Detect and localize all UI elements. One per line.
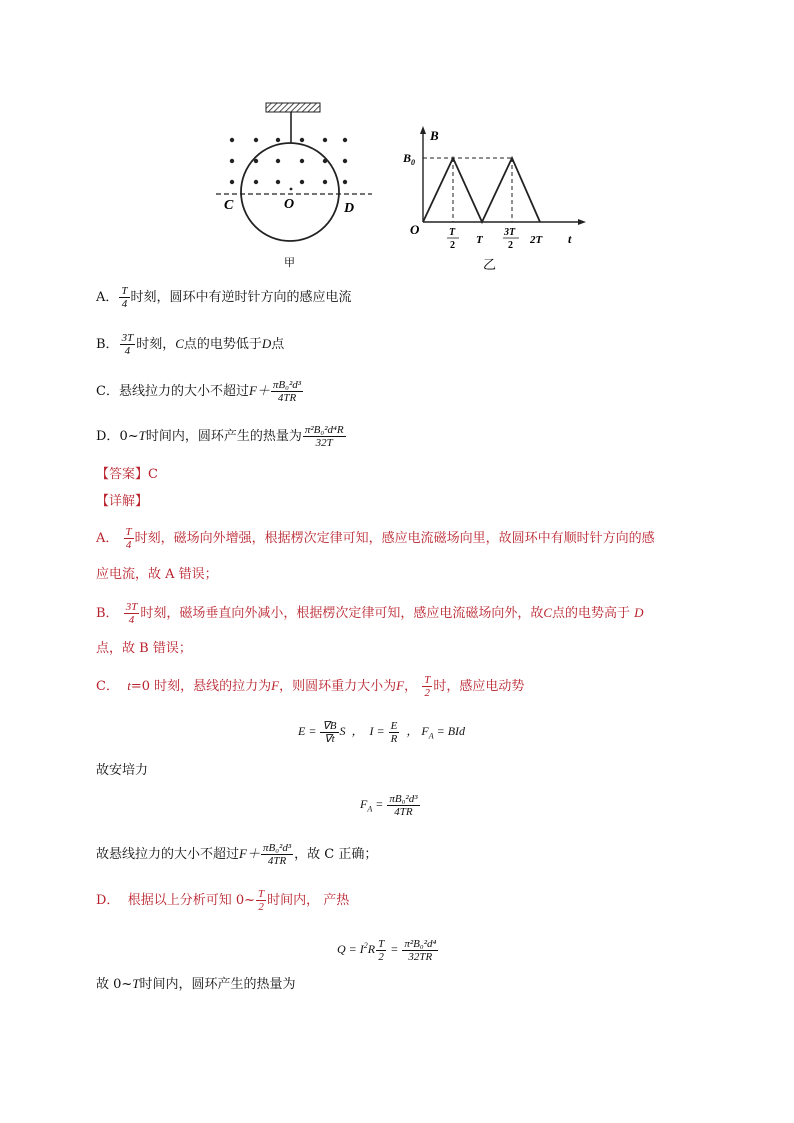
b-t-curve (423, 158, 540, 222)
label-d: D (344, 201, 355, 216)
explain-a-line1: A． $\frac{T}{4}$ 时刻，磁场向外增强，根据楞次定律可知，感应电流磁场向里，故圆环中有顺时针方向的感 (96, 526, 655, 551)
tick-three-half-num: 3T (504, 227, 516, 238)
option-b: B． $\frac{3T}{4}$ 时刻，C点的电势低于D点 (96, 332, 285, 357)
tick-t: T (476, 234, 483, 246)
ceiling-support (266, 103, 320, 112)
y-axis-label: B (430, 128, 439, 143)
figure-yi (400, 124, 590, 274)
x-axis-label: t (568, 232, 572, 246)
explain-c-line1: C． t=0 时刻，悬线的拉力为F，则圆环重力大小为F， $\frac{T}{2}$ 时，感应电动势 (96, 674, 525, 699)
explain-d-last: 故 0~T时间内，圆环产生的热量为 (96, 976, 296, 992)
tick-three-half-den: 2 (508, 240, 513, 251)
caption-jia: 甲 (284, 257, 295, 269)
x-axis-arrow (578, 219, 586, 225)
option-a: A． $\frac{T}{4}$ 时刻，圆环中有逆时针方向的感应电流 (96, 285, 352, 310)
explain-b-line1: B． $\frac{3T}{4}$ 时刻，磁场垂直向外减小，根据楞次定律可知，感应电流磁场向外，故C点的电势高于 D (96, 601, 644, 626)
explain-d-line1: D． 根据以上分析可知 0~ $\frac{T}{2}$ 时间内， 产热 (96, 888, 350, 913)
label-c: C (224, 198, 234, 213)
anpei-label: 故安培力 (96, 763, 149, 778)
equation-emf: E = $\frac{\nabla B}{\nabla t}$ S ， I = $\frac{E}{R}$ ， $F_A$ = BId (298, 719, 466, 745)
answer-line (96, 466, 158, 484)
option-d: D．0~T时间内，圆环产生的热量为 $\frac{\text{π²B₀²d⁴R}}{32T}$ (96, 424, 344, 449)
explain-a-line2: 应电流，故 A 错误； (96, 567, 218, 582)
equation-ampere: $F_A$ = $\frac{\text{πB₀²d³}}{4TR}$ (360, 792, 418, 818)
b0-label: $B_0$ (403, 151, 416, 167)
label-o: O (284, 197, 295, 212)
equation-heat: $Q = I^2R$ $\frac{T}{2}$ = $\frac{\text{π²B₀²d⁴}}{32TR}$ (337, 937, 437, 963)
figure-jia (210, 96, 390, 271)
metal-ring (241, 143, 339, 241)
explain-b-line2: 点，故 B 错误； (96, 641, 192, 656)
detail-label: 【详解】 (96, 494, 149, 509)
origin-label: O (410, 222, 420, 237)
option-c: C．悬线拉力的大小不超过F＋ $\frac{\text{πB₀²d³}}{4TR}$ (96, 379, 302, 404)
caption-yi: 乙 (483, 257, 497, 272)
tick-two-t: 2T (530, 234, 543, 246)
explain-c-conclusion: 故悬线拉力的大小不超过F＋ $\frac{\text{πB₀²d³}}{4TR}$ ，故 C 正确； (96, 842, 378, 867)
answer-label: 【答案】 (96, 467, 149, 482)
tick-half-t-num: T (449, 227, 456, 238)
tick-half-t-den: 2 (450, 240, 455, 251)
y-axis-arrow (420, 126, 426, 134)
answer-value: C (148, 467, 158, 482)
